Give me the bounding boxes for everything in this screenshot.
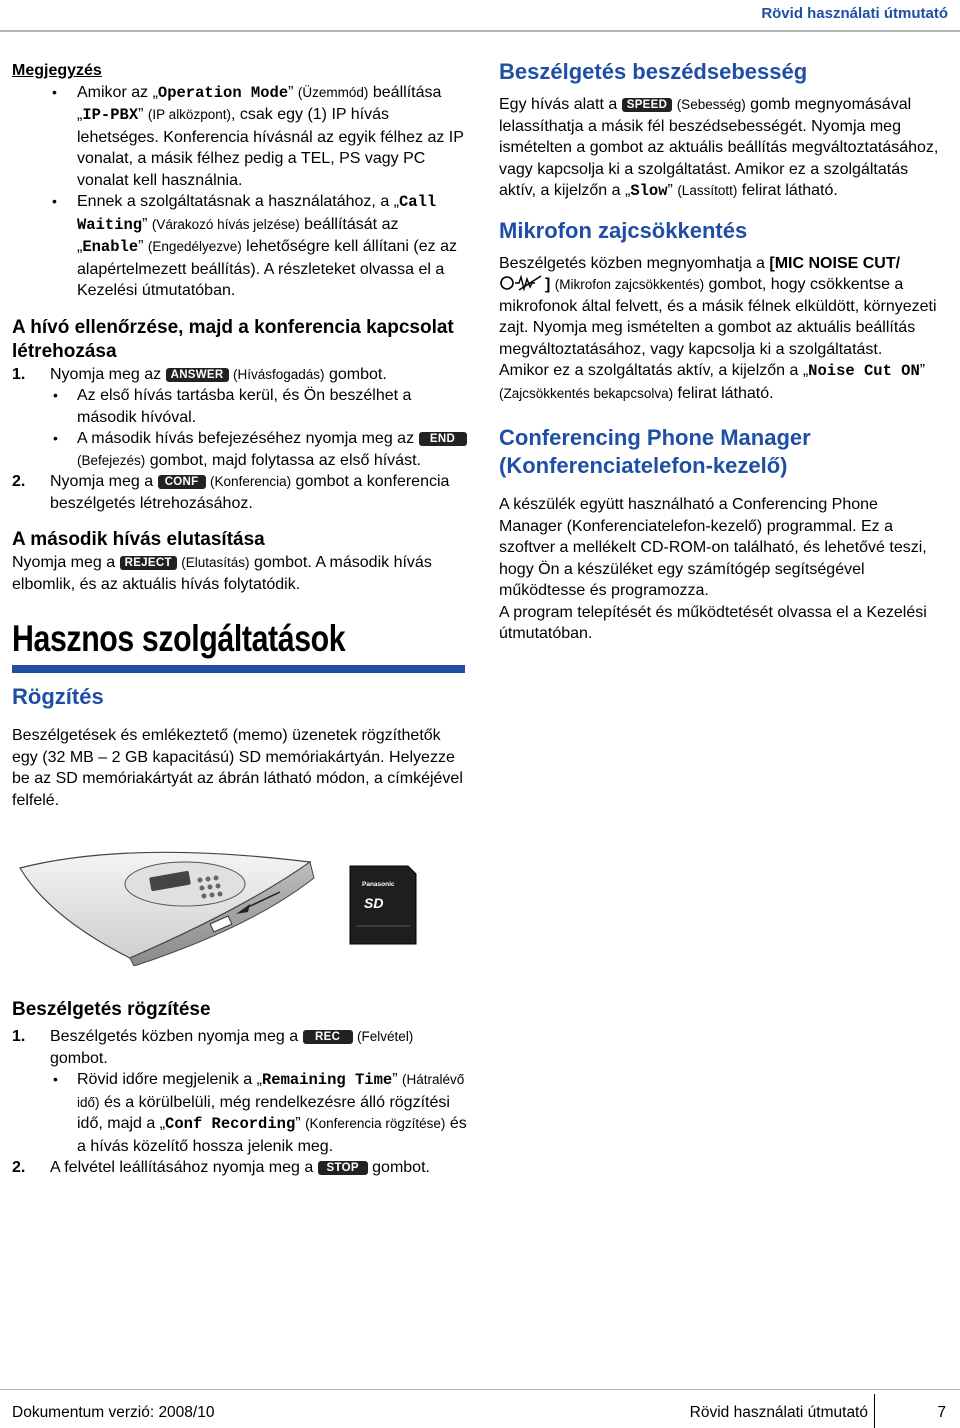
header-title: Rövid használati útmutató [761,5,948,22]
page-number: 7 [937,1404,946,1421]
section-title-reject: A második hívás elutasítása [12,529,265,550]
rec-step-1-bullet: • Rövid időre megjelenik a „Remaining Time” (Hátralévő idő) és a körülbelüli, még rendelkezésre álló rögzítési idő, majd a „Conf Recording” (Konferencia rögzítése) és a hívás közelítő hossza jelenik meg. [50,1069,467,1157]
footer-title: Rövid használati útmutató [689,1404,868,1421]
note-list [12,82,467,302]
left-column-bottom [12,998,467,1179]
big-title: Hasznos szolgáltatások [12,618,346,659]
note-item-2: • Ennek a szolgáltatásnak a használatához, a „Call Waiting” (Várakozó hívás jelzése) beállítását az „Enable” (Engedélyezve) lehetőségre kell állítani (ez az alapértelmezett beállítás). A részleteket olvassa el a Kezelési útmutatóban. [12,191,467,302]
speed-title: Beszélgetés beszédsebesség [499,59,808,84]
mic-noise-cut-icon [499,274,545,292]
svg-text:SD: SD [364,895,384,911]
header-rule [0,30,960,32]
cpm-title: Conferencing Phone Manager (Konferenciatelefon-kezelő) [499,425,811,478]
end-key-icon: END [419,432,467,446]
step-1: 1. Nyomja meg az ANSWER (Hívásfogadás) gombot. • Az első hívás tartásba kerül, és Ön beszélhet a második hívóval. • A második hívás befejezéséhez nyomja meg az END (Befejezés) gombot, majd folytassa az első hívást. [12,364,467,472]
mic-paragraph: Beszélgetés közben megnyomhatja a [MIC NOISE CUT/] (Mikrofon zajcsökkentés) gombot, hogy csökkentse a mikrofonok által felvett, és a másik félnek elküldött, környezeti zajt. Nyomja meg ismételten a gombot az aktuális beállítás megváltoztatásához, vagy kapcsolja ki a szolgáltatást. [499,254,937,358]
sd-card-label: Panasonic [362,881,395,888]
sd-card-illustration [10,848,465,966]
recording-paragraph: Beszélgetések és emlékeztető (memo) üzenetek rögzíthetők egy (32 MB – 2 GB kapacitású) SD memóriakártyán. Helyezze be az SD memóriakártyát az ábrán látható módon, a címkéjével felfelé. [12,727,463,809]
section-title-conference: A hívó ellenőrzése, majd a konferencia kapcsolat létrehozása [12,316,454,362]
footer-rule [0,1389,960,1390]
note-title: Megjegyzés [12,62,102,79]
answer-key-icon: ANSWER [166,368,229,382]
right-column [499,58,945,645]
recording-title: Rögzítés [12,684,104,709]
step-2: 2. Nyomja meg a CONF (Konferencia) gombot a konferencia beszélgetés létrehozásához. [12,473,450,512]
rec-key-icon: REC [303,1030,353,1044]
step-1-bullet-2: • A második hívás befejezéséhez nyomja meg az END (Befejezés) gombot, majd folytassa az első hívást. [50,428,467,471]
note-item-1: • Amikor az „Operation Mode” (Üzemmód) beállítása „IP-PBX” (IP alközpont), csak egy (1) IP hívás lehetséges. Konferencia hívásnál az egyik félhez az IP vonalat, a másik félhez pedig a TEL, PS vagy PC vonalat kell használnia. [12,82,467,192]
conf-key-icon: CONF [158,475,206,489]
reject-paragraph: Nyomja meg a REJECT (Elutasítás) gombot. A második hívás elbomlik, és az aktuális hívás folytatódik. [12,554,432,593]
left-column [12,58,467,811]
footer-divider [874,1394,875,1428]
big-title-rule [12,665,465,673]
footer-version: Dokumentum verzió: 2008/10 [12,1404,215,1421]
step-1-bullet-1: • Az első hívás tartásba kerül, és Ön beszélhet a második hívóval. [50,385,467,428]
reject-key-icon: REJECT [120,556,177,570]
speed-paragraph: Egy hívás alatt a SPEED (Sebesség) gomb megnyomásával lelassíthatja a másik fél beszédsebességét. Nyomja meg ismételten a gombot az aktuális beállítás megváltoztatásához, vagy kapcsolja ki a szolgáltatást. Amikor ez a szolgáltatás aktív, a kijelzőn a „Slow” (Lassított) felirat látható. [499,96,939,200]
cpm-paragraph-2: A program telepítését és működtetését olvassa el a Kezelési útmutatóban. [499,603,927,642]
call-recording-title: Beszélgetés rögzítése [12,999,211,1020]
stop-key-icon: STOP [318,1161,368,1175]
speed-key-icon: SPEED [622,98,673,112]
rec-step-2: 2. A felvétel leállításához nyomja meg a STOP gombot. [12,1159,430,1176]
mic-paragraph-2: Amikor ez a szolgáltatás aktív, a kijelzőn a „Noise Cut ON” (Zajcsökkentés bekapcsolva) felirat látható. [499,362,926,402]
mic-title: Mikrofon zajcsökkentés [499,217,748,243]
cpm-paragraph-1: A készülék együtt használható a Conferencing Phone Manager (Konferenciatelefon-kezelő) programmal. Ez a szoftver a mellékelt CD-ROM-on található, és lehetővé teszi, hogy Ön a készüléket egy számítógép segítségével működtesse és programozza. [499,496,927,599]
rec-step-1: 1. Beszélgetés közben nyomja meg a REC (Felvétel) gombot. • Rövid időre megjelenik a „Remaining Time” (Hátralévő idő) és a körülbelüli, még rendelkezésre álló rögzítési idő, majd a „Conf Recording” (Konferencia rögzítése) és a hívás közelítő hossza jelenik meg. [12,1026,467,1157]
